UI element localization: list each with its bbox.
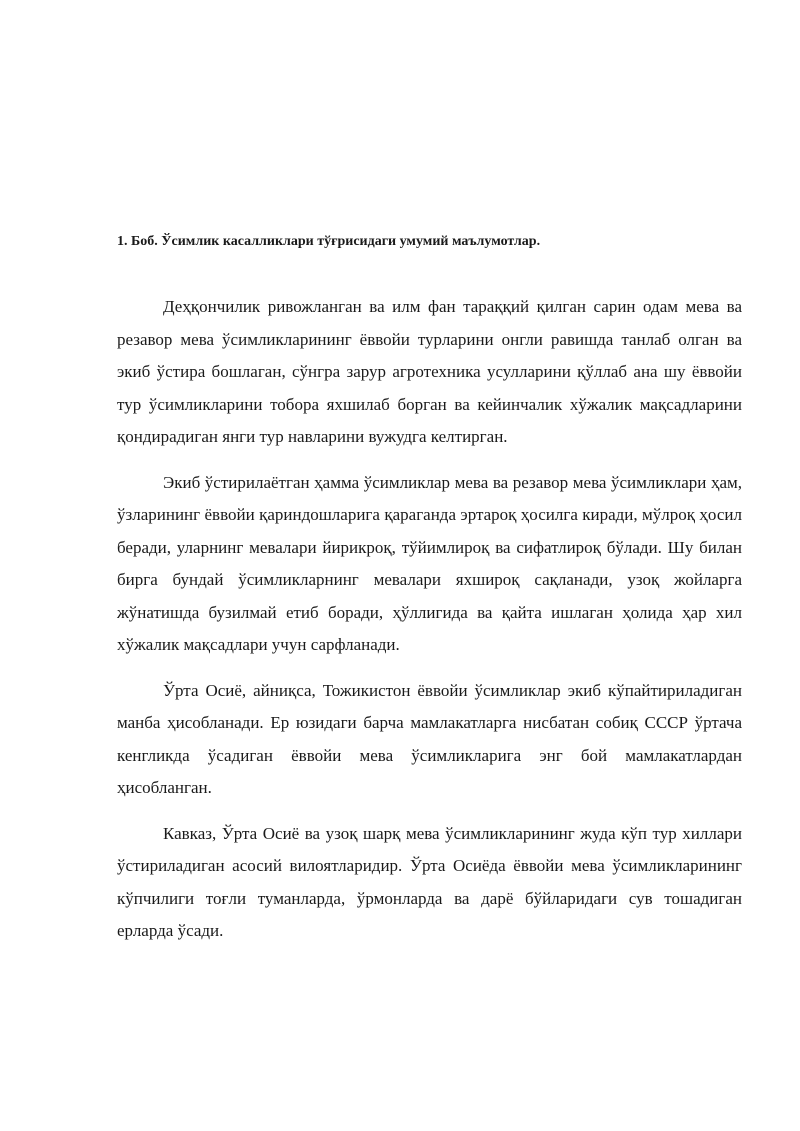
paragraph-4: Кавказ, Ўрта Осиё ва узоқ шарқ мева ўсимликларининг жуда кўп тур хиллари ўстириладиган асосий вилоятларидир. Ўрта Осиёда ёввойи мева ўсимликларининг кўпчилиги тоғли туманларда, ўрмонларда ва дарё бўйларидаги сув тошадиган ерларда ўсади. [117,823,742,940]
document-body [117,291,742,961]
paragraph-1: Деҳқончилик ривожланган ва илм фан тараққий қилган сарин одам мева ва резавор мева ўсимликларининг ёввойи турларини онгли равишда танлаб олган ва экиб ўстира бошлаган, сўнгра зарур агротехника усулларини қўллаб ана шу ёввойи тур ўсимликларини тобора яхшилаб борган ва кейинчалик хўжалик мақсадларини қондирадиган янги тур навларини вужудга келтирган. [117,297,742,446]
paragraph-3: Ўрта Осиё, айниқса, Тожикистон ёввойи ўсимликлар экиб кўпайтириладиган манба ҳисобланади. Ер юзидаги барча мамлакатларга нисбатан собиқ СССР ўртача кенгликда ўсадиган ёввойи мева ўсимликларига энг бой мамлакатлардан ҳисобланган. [117,680,742,797]
paragraph-2: Экиб ўстирилаётган ҳамма ўсимликлар мева ва резавор мева ўсимликлари ҳам, ўзларининг ёввойи қариндошларига қараганда эртароқ ҳосилга киради, мўлроқ ҳосил беради, уларнинг мевалари йирикроқ, тўйимлироқ ва сифатлироқ бўлади. Шу билан бирга бундай ўсимликларнинг мевалари яхшироқ сақланади, узоқ жойларга жўнатишда бузилмай етиб боради, ҳўллигида ва қайта ишлаган ҳолида ҳар хил хўжалик мақсадлари учун сарфланади. [117,472,742,654]
chapter-heading: 1. Боб. Ўсимлик касалликлари тўғрисидаги умумий маълумотлар. [117,234,541,249]
